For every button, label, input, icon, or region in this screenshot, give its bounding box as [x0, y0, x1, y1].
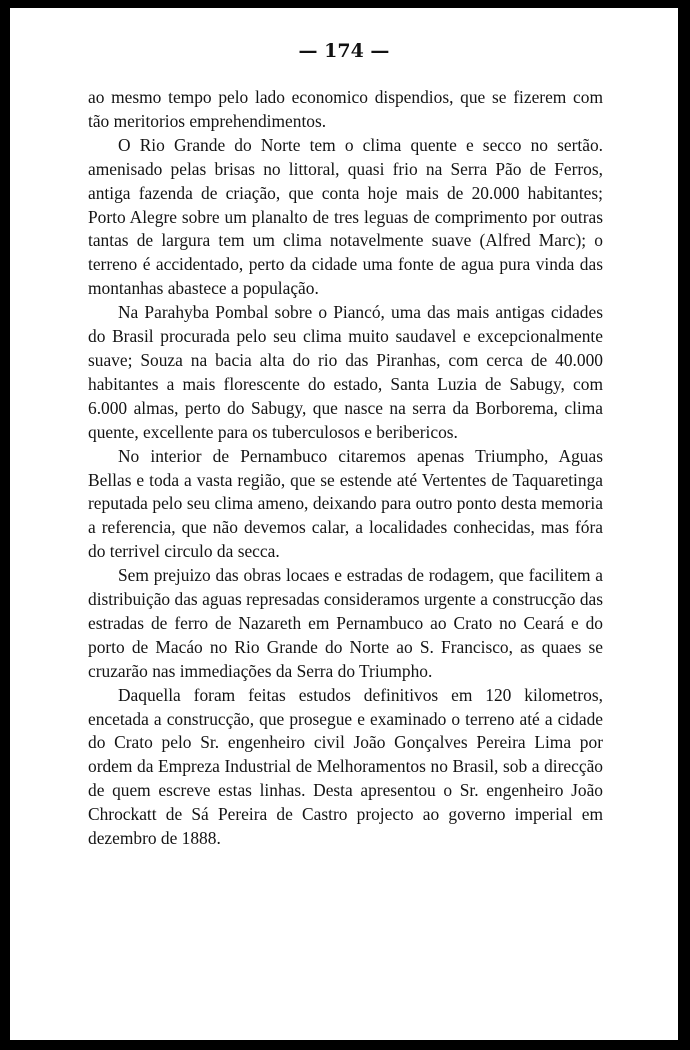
body-text: [88, 86, 603, 851]
paragraph-5: Sem prejuizo das obras locaes e estradas de rodagem, que facilitem a distribuição das aguas represadas consideramos urgente a construcção das estradas de ferro de Nazareth em Pernambuco ao Crato no Ceará e do porto de Macáo no Rio Grande do Norte ao S. Francisco, as quaes se cruzarão nas immediações da Serra do Triumpho.: [88, 565, 603, 681]
paragraph-3: Na Parahyba Pombal sobre o Piancó, uma das mais antigas cidades do Brasil procurada pelo seu clima muito saudavel e excepcionalmente suave; Souza na bacia alta do rio das Piranhas, com cerca de 40.000 habitantes a mais florescente do estado, Santa Luzia de Sabugy, com 6.000 almas, perto do Sabugy, que nasce na serra da Borborema, clima quente, excellente para os tuberculosos e beribericos.: [88, 302, 603, 442]
paragraph-1: ao mesmo tempo pelo lado economico dispendios, que se fizerem com tão meritorios emprehendimentos.: [88, 87, 603, 131]
page-number: — 174 —: [298, 40, 390, 62]
paragraph-2: O Rio Grande do Norte tem o clima quente e secco no sertão. amenisado pelas brisas no littoral, quasi frio na Serra Pão de Ferros, antiga fazenda de criação, que conta hoje mais de 20.000 habitantes; Porto Alegre sobre um planalto de tres leguas de comprimento por outras tantas de largura tem um clima notavelmente suave (Alfred Marc); o terreno é accidentado, perto da cidade uma fonte de agua pura vinda das montanhas abastece a população.: [88, 134, 603, 299]
book-page: [10, 8, 678, 1040]
paragraph-4: No interior de Pernambuco citaremos apenas Triumpho, Aguas Bellas e toda a vasta região, que se estende até Vertentes de Taquaretinga reputada pelo seu clima ameno, deixando para outro ponto desta memoria a referencia, que não devemos calar, a localidades conhecidas, mas fóra do terrivel circulo da secca.: [88, 445, 603, 562]
paragraph-6: Daquella foram feitas estudos definitivos em 120 kilometros, encetada a construcção, que prosegue e examinado o terreno até a cidade do Crato pelo Sr. engenheiro civil João Gonçalves Pereira Lima por ordem da Empreza Industrial de Melhoramentos no Brasil, sob a direcção de quem escreve estas linhas. Desta apresentou o Sr. engenheiro João Chrockatt de Sá Pereira de Castro projecto ao governo imperial em dezembro de 1888.: [88, 684, 603, 849]
